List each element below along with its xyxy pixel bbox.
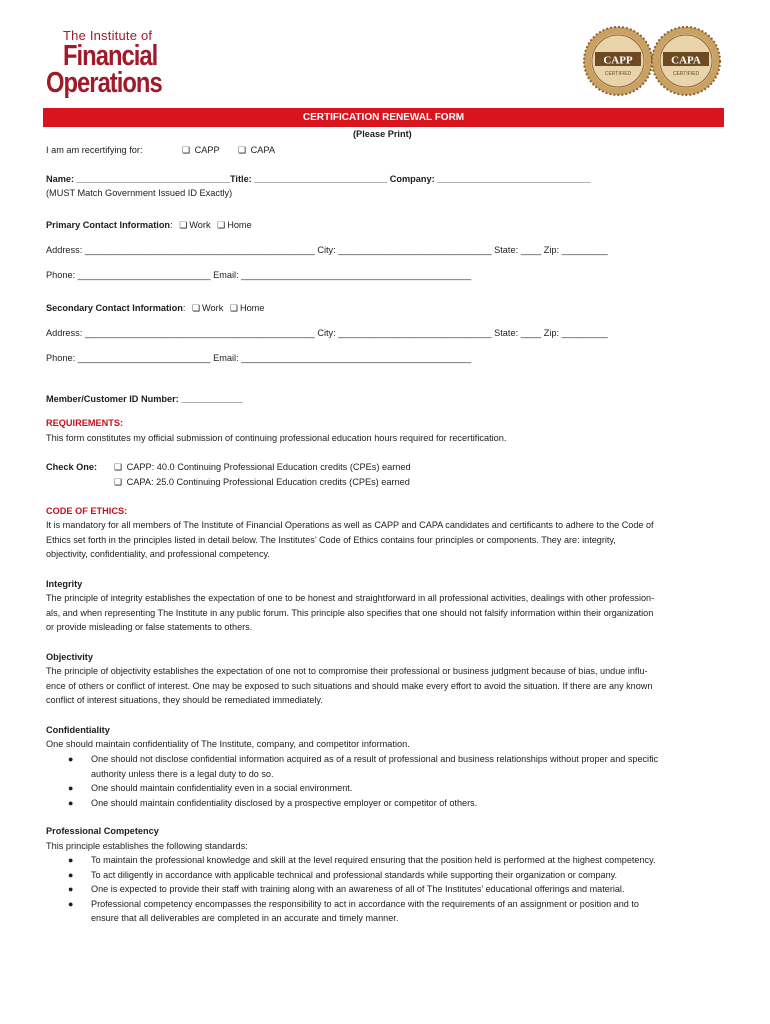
ethics-intro-line: objectivity, confidentiality, and professional competency. (46, 549, 270, 560)
list-item (46, 868, 721, 883)
checkbox-icon[interactable]: ❏ (217, 220, 226, 230)
logo-line-2: Financial (63, 40, 158, 72)
capp-seal-sub: CERTIFIED (604, 71, 632, 77)
city-label: City: (317, 245, 336, 255)
phone-field[interactable]: __________________________ (77, 270, 211, 280)
email-field[interactable]: _____________________________________________ (241, 353, 472, 363)
state-field[interactable]: ____ (520, 245, 542, 255)
phone-label: Phone: (46, 353, 76, 363)
capa-option[interactable] (238, 143, 275, 157)
zip-label: Zip: (543, 245, 560, 255)
list-item-line: One should maintain confidentiality disclosed by a prospective employer or competitor of others. (91, 797, 478, 808)
title-field[interactable]: __________________________ (254, 174, 388, 184)
bullet-icon: ● (68, 855, 74, 865)
state-label: State: (494, 245, 519, 255)
secondary-work-label: Work (202, 303, 224, 313)
integrity-line: als, and when representing The Institute in any public forum. This principle also specifies that one should not falsify information within their organization (46, 607, 654, 618)
primary-work-label: Work (189, 220, 211, 230)
colon: : (170, 220, 173, 230)
list-item-line: One should maintain confidentiality even in a social environment. (91, 783, 353, 794)
capp-option-label: CAPP (194, 145, 220, 155)
list-item (46, 781, 721, 796)
email-label: Email: (213, 270, 239, 280)
city-field[interactable]: ______________________________ (338, 328, 492, 338)
objectivity-line: The principle of objectivity establishes the expectation of one not to compromise their professional or business judgment because of bias, undue influ- (46, 666, 648, 676)
bullet-icon: ● (68, 783, 74, 794)
member-id-label: Member/Customer ID Number: (46, 394, 179, 404)
confidentiality-heading: Confidentiality (46, 725, 110, 735)
capa-seal-text: CAPA (671, 54, 701, 67)
address-label: Address: (46, 245, 83, 255)
institute-logo (46, 28, 187, 97)
capa-option-label: CAPA (250, 145, 275, 155)
address-label: Address: (46, 328, 83, 338)
secondary-address-row (46, 326, 608, 340)
integrity-heading: Integrity (46, 579, 83, 589)
integrity-line: The principle of integrity establishes the expectation of one to be honest and straightforward in all professional activities, dealings with other profession- (46, 593, 655, 603)
integrity-body (46, 591, 726, 635)
bullet-icon: ● (68, 869, 74, 880)
checkbox-icon[interactable]: ❏ (179, 220, 188, 230)
list-item (46, 796, 721, 811)
colon: : (182, 303, 186, 313)
list-item (46, 752, 721, 781)
checkbox-icon[interactable]: ❏ (114, 477, 123, 487)
state-field[interactable]: ____ (520, 328, 542, 338)
list-item-line: One should not disclose confidential information acquired as of a result of professional and business relationships without proper and specific (91, 754, 659, 764)
checkbox-icon[interactable]: ❏ (114, 462, 123, 472)
list-item-line: authority unless there is a legal duty to do so. (91, 768, 274, 779)
objectivity-line: ence of others or conflict of interest. One may be exposed to such situations and should make every effort to avoid the situation. If there are any known (46, 680, 653, 691)
capp-option[interactable] (182, 143, 220, 157)
confidentiality-list (46, 752, 721, 810)
bullet-icon: ● (68, 797, 74, 808)
primary-contact-label: Primary Contact Information (46, 220, 171, 230)
capa-credits-label: CAPA: 25.0 Continuing Professional Education credits (CPEs) earned (126, 477, 410, 487)
phone-label: Phone: (46, 270, 76, 280)
phone-field[interactable]: __________________________ (77, 353, 211, 363)
member-id-row (46, 392, 243, 406)
objectivity-body (46, 664, 726, 708)
requirements-text: This form constitutes my official submission of continuing professional education hours required for recertification. (46, 433, 507, 443)
list-item (46, 897, 721, 926)
capp-seal-text: CAPP (603, 54, 633, 67)
email-label: Email: (213, 353, 239, 363)
recertifying-label: I am am recertifying for: (46, 145, 143, 155)
zip-field[interactable]: _________ (561, 328, 608, 338)
objectivity-line: conflict of interest situations, they should be remediated immediately. (46, 695, 323, 706)
address-field[interactable]: _____________________________________________ (84, 328, 315, 338)
requirements-heading: REQUIREMENTS: (46, 418, 124, 428)
address-field[interactable]: _____________________________________________ (84, 245, 315, 255)
checkbox-icon[interactable]: ❏ (238, 145, 247, 155)
list-item-line: To maintain the professional knowledge and skill at the level required ensuring that the position held is performed at the highest competency. (91, 855, 656, 865)
secondary-contact-label: Secondary Contact Information (46, 303, 183, 313)
ethics-intro (46, 518, 726, 562)
ethics-intro-line: Ethics set forth in the principles listed in detail below. The Institutes’ Code of Ethics contains four principles or components. They are: integrity, (46, 534, 616, 545)
form-title-banner: CERTIFICATION RENEWAL FORM (43, 108, 724, 127)
checkbox-icon[interactable]: ❏ (229, 303, 238, 313)
company-field[interactable]: ______________________________ (437, 174, 591, 184)
ethics-heading: CODE OF ETHICS: (46, 506, 128, 516)
capa-seal-icon (652, 27, 720, 95)
name-row (46, 172, 591, 186)
objectivity-heading: Objectivity (46, 652, 93, 662)
bullet-icon: ● (68, 884, 74, 895)
zip-field[interactable]: _________ (561, 245, 608, 255)
capp-credits-label: CAPP: 40.0 Continuing Professional Education credits (CPEs) earned (126, 462, 411, 472)
secondary-home-label: Home (239, 303, 265, 313)
checkbox-icon[interactable]: ❏ (191, 303, 201, 313)
capp-credits-option[interactable] (114, 460, 411, 474)
competency-list (46, 853, 721, 926)
primary-phone-row (46, 268, 471, 282)
capp-seal-icon (584, 27, 652, 95)
city-field[interactable]: ______________________________ (338, 245, 492, 255)
please-print-note: (Please Print) (353, 129, 412, 139)
email-field[interactable]: _____________________________________________ (241, 270, 472, 280)
secondary-phone-row (46, 351, 471, 365)
zip-label: Zip: (543, 328, 560, 338)
name-note: (MUST Match Government Issued ID Exactly) (46, 188, 233, 198)
logo-line-1: The Institute of (63, 28, 153, 43)
bullet-icon: ● (68, 898, 74, 909)
check-one-label: Check One: (46, 462, 98, 472)
ethics-intro-line: It is mandatory for all members of The Institute of Financial Operations as well as CAPP and CAPA candidates and certificants to adhere to the Code of (46, 520, 654, 530)
name-field[interactable]: ______________________________ (76, 174, 230, 184)
name-label: Name: (46, 174, 75, 184)
primary-address-row (46, 243, 608, 257)
city-label: City: (317, 328, 336, 338)
capa-credits-option[interactable] (114, 475, 410, 489)
list-item (46, 882, 721, 897)
list-item (46, 853, 721, 868)
capa-seal-sub: CERTIFIED (672, 71, 700, 77)
member-id-field[interactable]: ____________ (181, 394, 243, 404)
list-item-line: To act diligently in accordance with applicable technical and professional standards while supporting their organization or company. (91, 869, 618, 880)
list-item-line: Professional competency encompasses the responsibility to act in accordance with the requirements of an assignment or position and to (91, 898, 639, 909)
list-item-line: One is expected to provide their staff with training along with an awareness of all of The Institutes’ educational offerings and material. (91, 884, 625, 895)
title-label: Title: (229, 174, 252, 184)
secondary-contact-row (46, 301, 264, 315)
integrity-line: or provide misleading or false statements to others. (46, 622, 253, 633)
checkbox-icon[interactable]: ❏ (182, 145, 191, 155)
competency-heading: Professional Competency (46, 826, 159, 836)
state-label: State: (494, 328, 519, 338)
competency-intro: This principle establishes the following standards: (46, 841, 248, 851)
company-label: Company: (389, 174, 435, 184)
primary-home-label: Home (227, 220, 252, 230)
certification-seals (582, 24, 722, 100)
confidentiality-intro: One should maintain confidentiality of The Institute, company, and competitor information. (46, 739, 410, 749)
list-item-line: ensure that all deliverables are completed in an accurate and timely manner. (91, 913, 399, 924)
bullet-icon: ● (68, 754, 74, 764)
primary-contact-row (46, 218, 252, 232)
logo-line-3: Operations (46, 67, 162, 99)
